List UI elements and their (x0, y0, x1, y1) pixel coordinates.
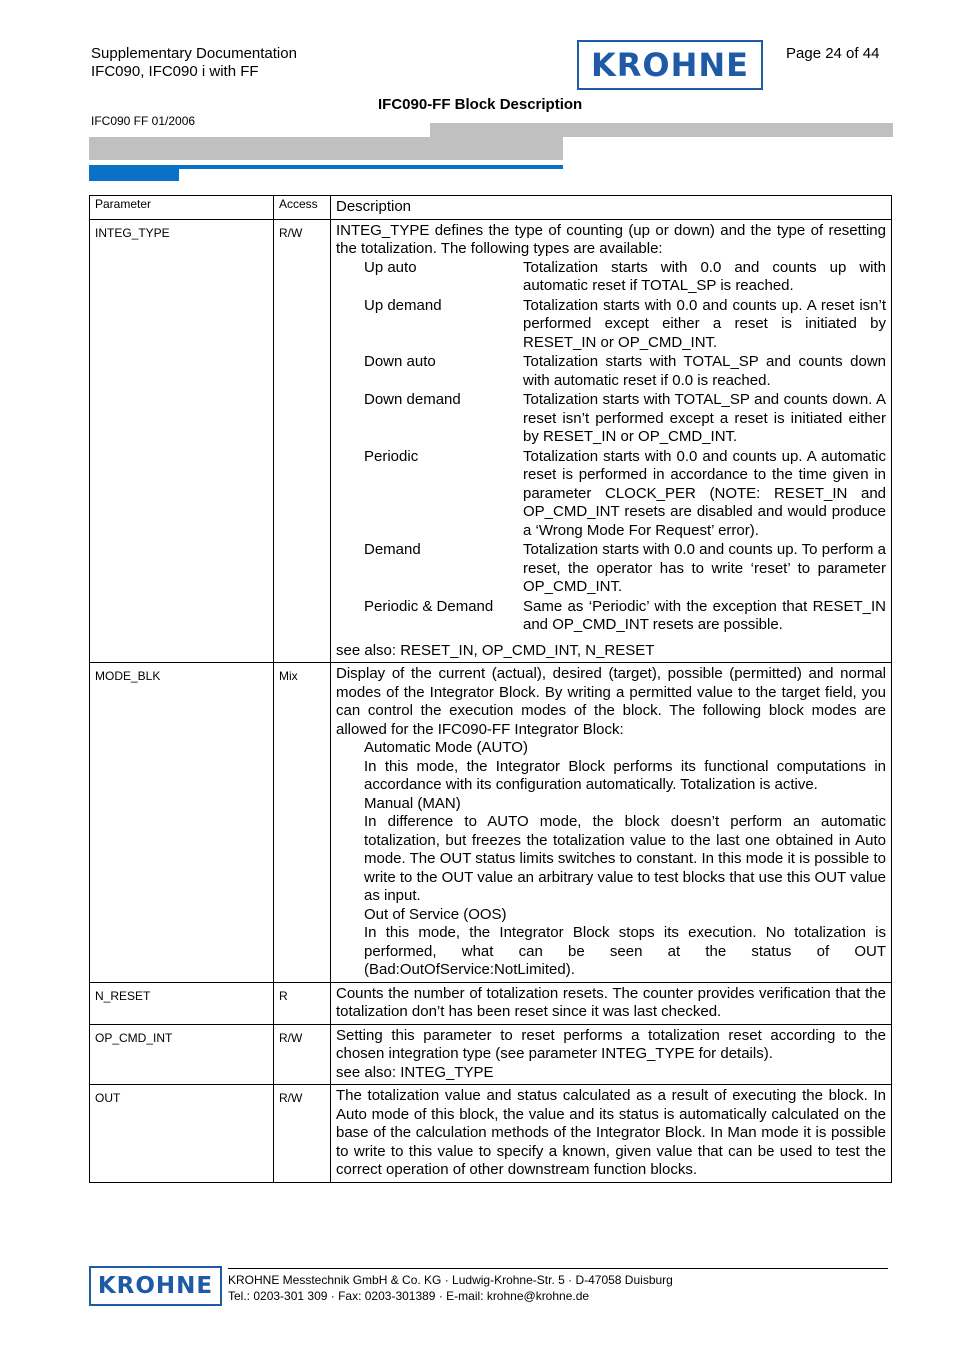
table-row-mode-blk (90, 663, 892, 983)
header-line-1: Supplementary Documentation (91, 45, 297, 62)
type-desc: Totalization starts with TOTAL_SP and counts down. A reset isn’t performed except a reset is initiated either by RESET_IN or OP_CMD_INT. (523, 391, 886, 445)
type-name: Periodic (364, 447, 419, 465)
param-description (331, 1024, 892, 1085)
footer-line-2: Tel.: 0203-301 309 · Fax: 0203-301389 · E-mail: krohne@krohne.de (228, 1289, 590, 1303)
param-name: N_RESET (90, 982, 274, 1024)
type-desc: Totalization starts with 0.0 and counts up. A reset isn’t performed except either a reset is initiated by RESET_IN or OP_CMD_INT. (523, 296, 886, 351)
table-row-out (90, 1085, 892, 1183)
table-header-row (90, 196, 892, 220)
op-cmd-int-desc: Setting this parameter to reset performs a totalization reset according to the chosen integration type (see parameter INTEG_TYPE for details). (336, 1026, 886, 1062)
type-desc: Totalization starts with 0.0 and counts up with automatic reset if TOTAL_SP is reached. (523, 258, 886, 294)
param-access: R/W (274, 219, 331, 663)
param-access: R/W (274, 1085, 331, 1183)
col-header-access: Access (274, 196, 331, 220)
header-gray-bar-right (430, 123, 893, 137)
param-description (331, 663, 892, 983)
mode-auto-desc: In this mode, the Integrator Block performs its functional computations in accordance with its configuration automatically. Totalization is active. (364, 757, 886, 793)
type-name: Periodic & Demand (364, 597, 494, 615)
op-cmd-int-see-also: see also: INTEG_TYPE (336, 1063, 494, 1081)
col-header-description: Description (331, 196, 892, 220)
page-number: Page 24 of 44 (786, 45, 880, 62)
type-name: Demand (364, 541, 421, 558)
page-title: IFC090-FF Block Description (378, 96, 583, 113)
mode-oos-title: Out of Service (OOS) (364, 905, 507, 923)
param-name: OUT (90, 1085, 274, 1183)
krohne-logo: KROHNE (577, 40, 763, 90)
table-row-op-cmd-int (90, 1024, 892, 1085)
mode-man-desc: In difference to AUTO mode, the block doesn’t perform an automatic totalization, but freezes the totalization value to the last one obtained in Auto mode. The OUT status limits switches to constant. In this mode it is possible to write to the OUT value an arbitrary value to test blocks that use this OUT value as input. (364, 813, 886, 904)
param-description (331, 219, 892, 663)
mode-oos-desc: In this mode, the Integrator Block stops its execution. No totalization is performed, what can be seen at the status of OUT (Bad:OutOfService:NotLimited). (364, 924, 886, 978)
type-name: Down demand (364, 391, 461, 408)
mode-blk-intro: Display of the current (actual), desired (target), possible (permitted) and normal modes of the Integrator Block. By writing a permitted value to the target field, you can control the execution modes of the block. The following block modes are allowed for the IFC090-FF Integrator Block: (336, 665, 886, 738)
type-name: Up demand (364, 296, 442, 314)
table-row-n-reset (90, 982, 892, 1024)
mode-man-title: Manual (MAN) (364, 794, 461, 812)
header-gray-bar-left (89, 137, 563, 160)
param-name: OP_CMD_INT (90, 1024, 274, 1085)
col-header-parameter: Parameter (90, 196, 274, 220)
header-blue-block (89, 165, 179, 181)
integ-type-see-also: see also: RESET_IN, OP_CMD_INT, N_RESET (336, 641, 655, 659)
type-desc: Totalization starts with TOTAL_SP and counts down with automatic reset if 0.0 is reached. (523, 353, 886, 389)
type-name: Up auto (364, 258, 417, 276)
header-doc-info (91, 45, 297, 81)
type-desc: Totalization starts with 0.0 and counts up. A automatic reset is performed in accordance to the time given in parameter CLOCK_PER (NOTE: RESET_IN and OP_CMD_INT resets are disabled and would produce a ‘Wrong Mode For Request’ error). (523, 447, 886, 539)
footer-line-1: KROHNE Messtechnik GmbH & Co. KG · Ludwig-Krohne-Str. 5 · D-47058 Duisburg (228, 1273, 673, 1287)
type-name: Down auto (364, 353, 436, 370)
param-name: MODE_BLK (90, 663, 274, 983)
document-code: IFC090 FF 01/2006 (91, 114, 196, 128)
parameter-table (89, 195, 892, 1183)
integ-type-list (364, 259, 886, 635)
param-access: R/W (274, 1024, 331, 1085)
header-line-2: IFC090, IFC090 i with FF (91, 63, 259, 80)
type-desc: Totalization starts with 0.0 and counts up. To perform a reset, the operator has to write ‘reset’ to parameter OP_CMD_INT. (523, 541, 886, 595)
mode-auto-title: Automatic Mode (AUTO) (364, 739, 528, 756)
param-access: R (274, 982, 331, 1024)
type-desc: Same as ‘Periodic’ with the exception that RESET_IN and OP_CMD_INT resets are possible. (523, 597, 886, 633)
footer-krohne-logo: KROHNE (89, 1266, 222, 1306)
param-name: INTEG_TYPE (90, 219, 274, 663)
footer-rule (228, 1268, 888, 1269)
param-access: Mix (274, 663, 331, 983)
footer-address (228, 1272, 673, 1304)
param-description: The totalization value and status calculated as a result of executing the block. In Auto mode of this block, the value and its status is automatically calculated on the base of the calculation methods of the Integrator Block. In Man mode it is possible to write to this value to specify a known, given value that can be used to test the correct operation of other downstream function blocks. (331, 1085, 892, 1183)
table-row-integ-type (90, 219, 892, 663)
param-description: Counts the number of totalization resets. The counter provides verification that the totalization don’t has been reset since it was last checked. (331, 982, 892, 1024)
integ-type-intro: INTEG_TYPE defines the type of counting (up or down) and the type of resetting the totalization. The following types are available: (336, 221, 886, 257)
